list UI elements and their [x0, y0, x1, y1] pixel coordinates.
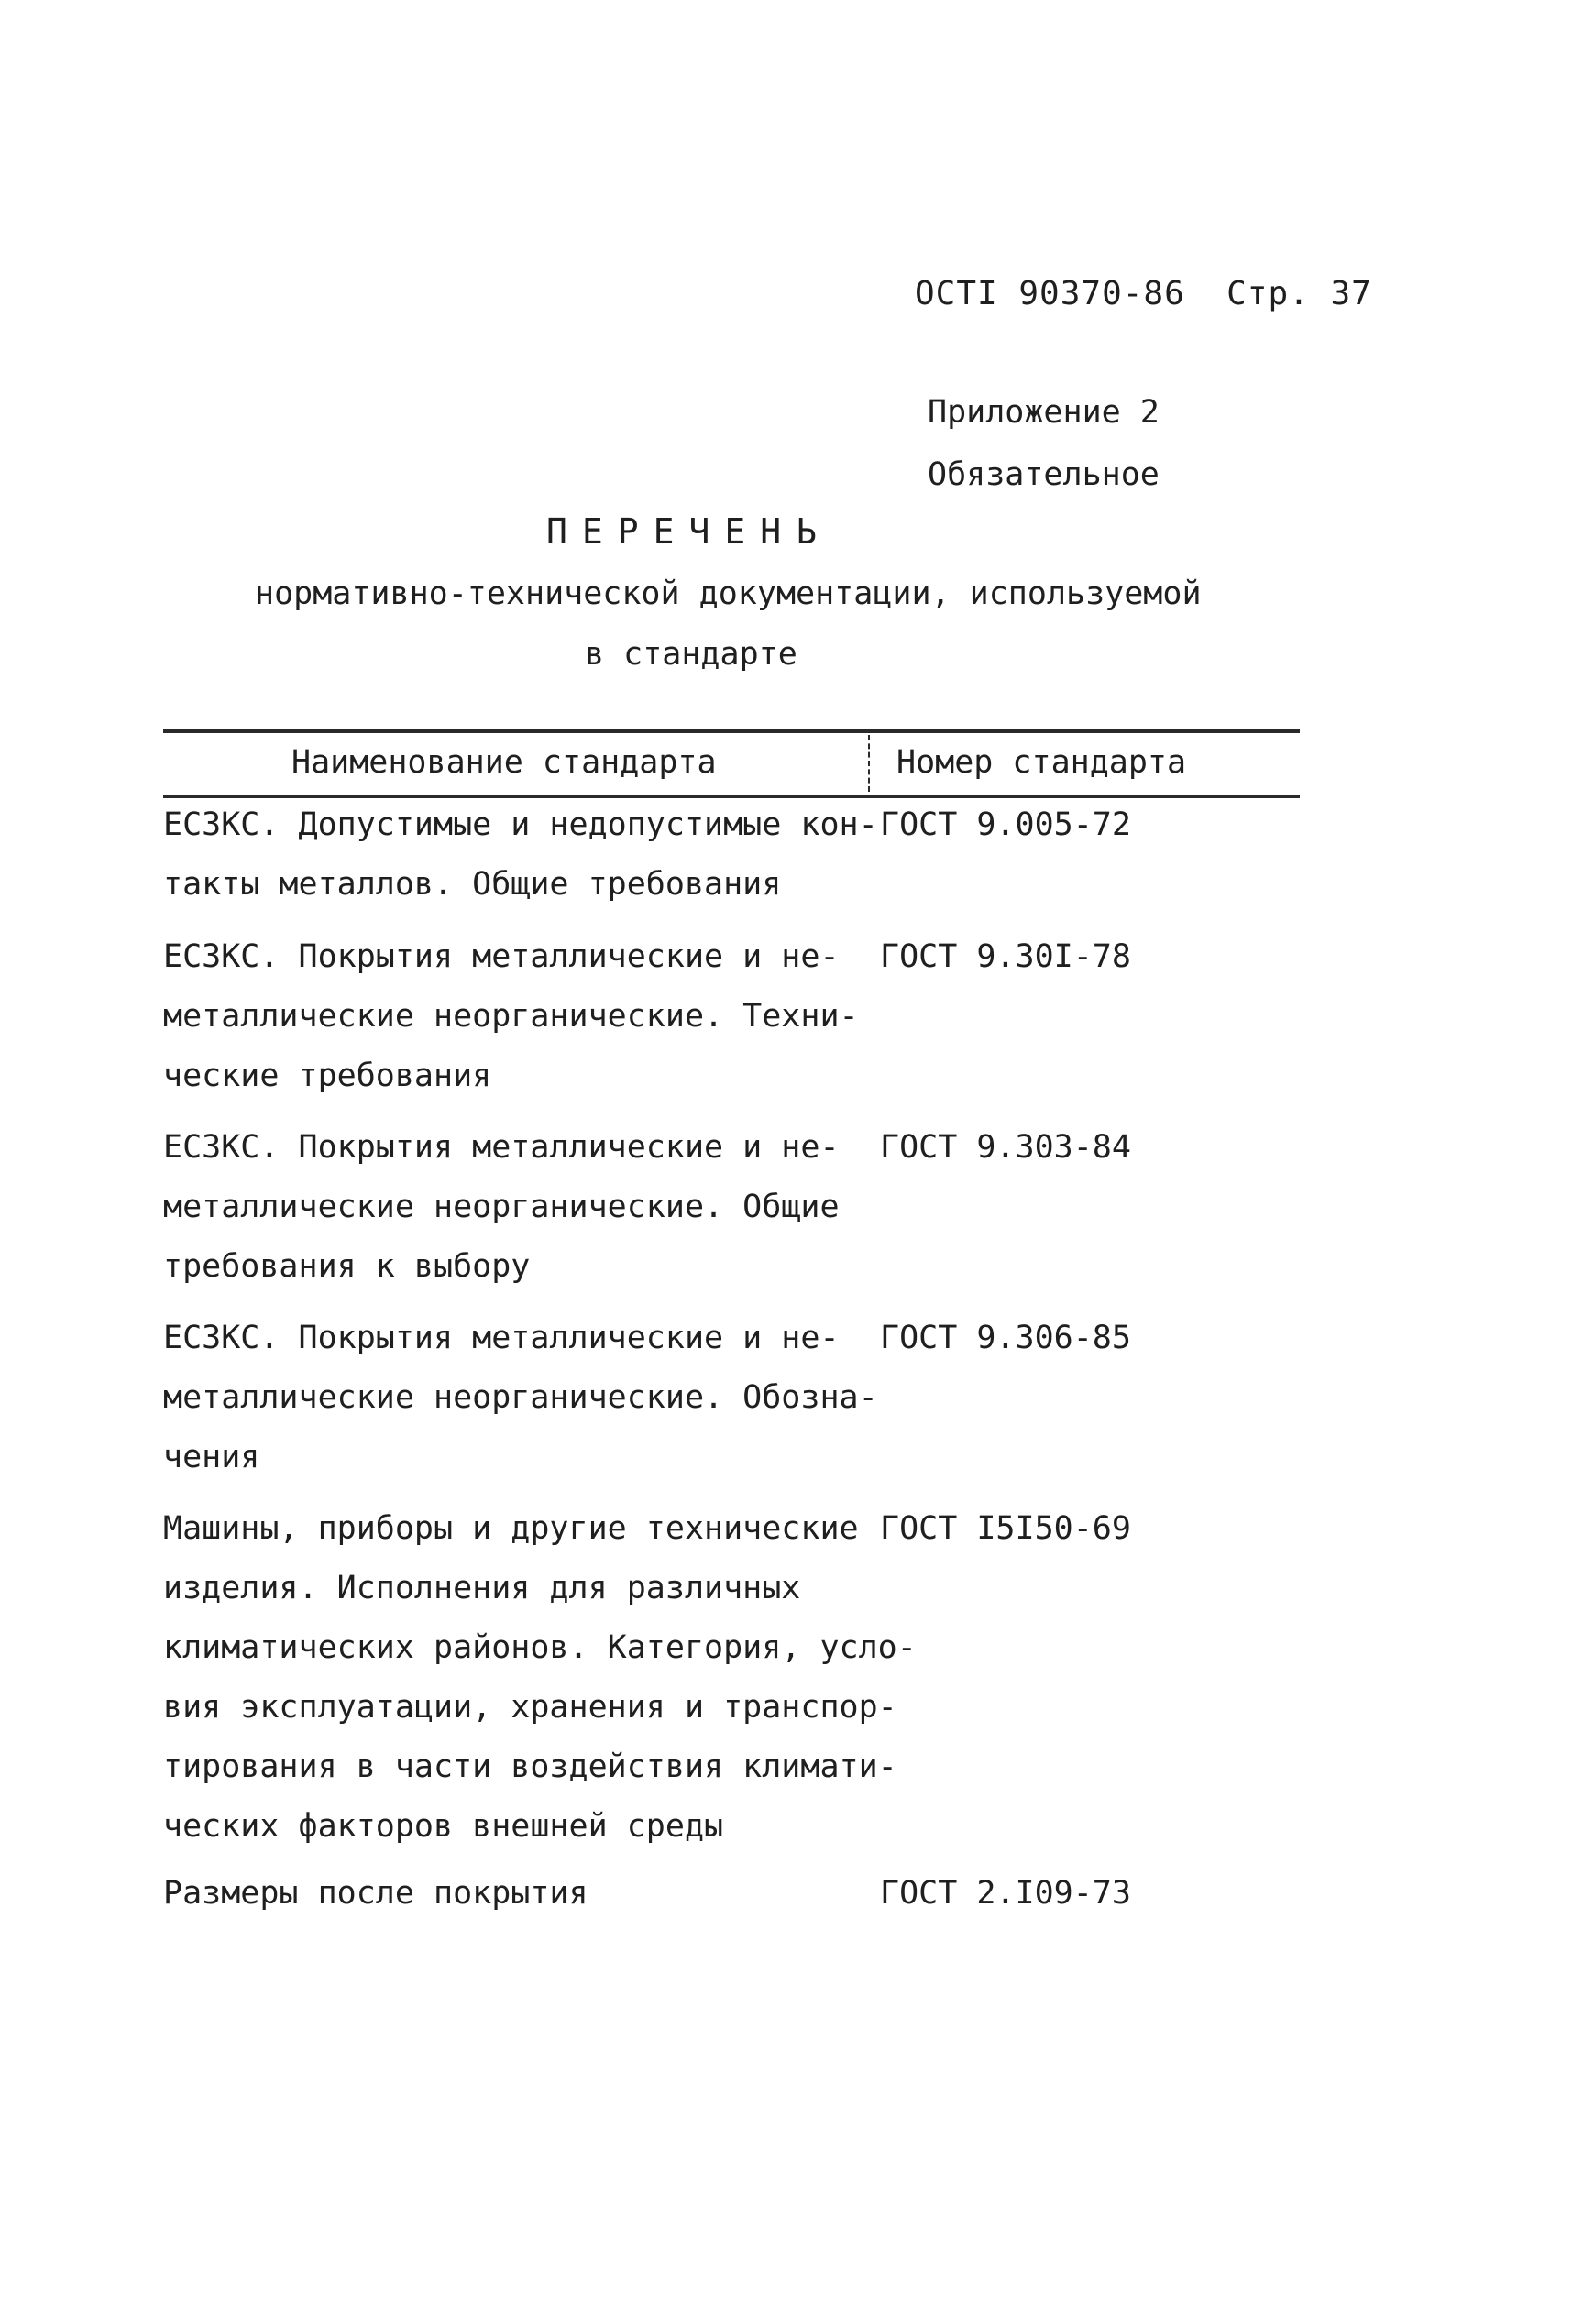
- table-row-2-number: ГОСТ 9.30I-78: [880, 938, 1131, 975]
- table-header-number: Номер стандарта: [896, 744, 1187, 781]
- document-subtitle-line-1: нормативно-технической документации, используемой: [255, 576, 1202, 612]
- table-row-5-number: ГОСТ I5I50-69: [880, 1510, 1131, 1547]
- appendix-status: Обязательное: [928, 456, 1160, 493]
- document-title: ПЕРЕЧЕНЬ: [546, 511, 832, 552]
- table-row-6-number: ГОСТ 2.I09-73: [880, 1875, 1131, 1912]
- table-row-3-name: ЕСЗКС. Покрытия металлические и не- металлические неорганические. Общие требования к выбору: [163, 1129, 840, 1285]
- table-header-name: Наименование стандарта: [291, 744, 717, 781]
- table-row-3-number: ГОСТ 9.303-84: [880, 1129, 1131, 1166]
- table-row-2-name: ЕСЗКС. Покрытия металлические и не- металлические неорганические. Техни- ческие требования: [163, 938, 859, 1094]
- page-header-code: ОСТI 90370-86 Стр. 37: [915, 275, 1372, 312]
- table-row-5-name: Машины, приборы и другие технические изделия. Исполнения для различных климатических районов. Категория, усло- вия эксплуатации, хранения и транспор- тирования в части воздействия климати- ческих факторов внешней среды: [163, 1510, 917, 1845]
- document-subtitle-line-2: в стандарте: [585, 636, 797, 673]
- table-header-separator: [868, 735, 870, 792]
- table-top-rule: [163, 729, 1300, 733]
- table-row-6-name: Размеры после покрытия: [163, 1875, 588, 1912]
- table-row-4-number: ГОСТ 9.306-85: [880, 1320, 1131, 1356]
- appendix-label: Приложение 2: [928, 394, 1160, 431]
- table-row-4-name: ЕСЗКС. Покрытия металлические и не- металлические неорганические. Обозна- чения: [163, 1320, 878, 1475]
- table-row-1-number: ГОСТ 9.005-72: [880, 806, 1131, 843]
- table-row-1-name: ЕСЗКС. Допустимые и недопустимые кон- такты металлов. Общие требования: [163, 806, 878, 903]
